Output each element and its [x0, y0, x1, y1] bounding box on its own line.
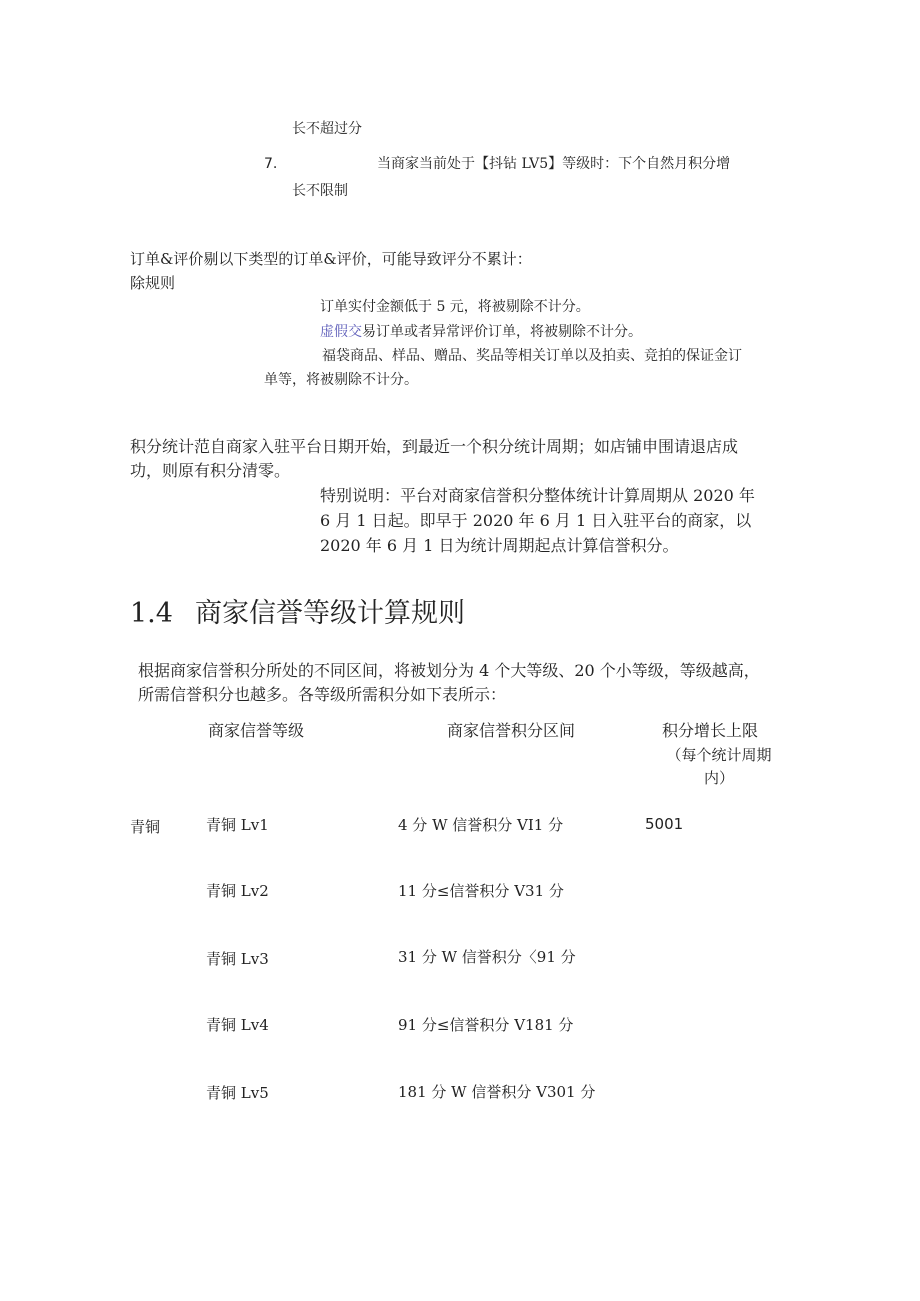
table-cell-limit: 5001 — [645, 815, 684, 833]
list-item-6-continuation: 长不超过分 — [292, 121, 362, 137]
fake-trade-link[interactable]: 虚假交 — [320, 324, 362, 340]
table-cell-range: 91 分≤信誉积分 V181 分 — [398, 1016, 574, 1034]
section-intro-line-2: 所需信誉积分也越多。各等级所需积分如下表所示： — [138, 685, 507, 704]
table-header-limit-sub-2: 内） — [703, 769, 734, 787]
exclusion-rule-3-line-2: 单等，将被剔除不计分。 — [264, 372, 418, 388]
table-cell-level: 青铜 Lv3 — [206, 950, 269, 968]
exclusion-rule-1: 订单实付金额低于 5 元，将被剔除不计分。 — [320, 299, 590, 315]
special-note-line-2: 6 月 1 日起。即早于 2020 年 6 月 1 日入驻平台的商家，以 — [320, 511, 752, 530]
exclusion-rule-2-text: 易订单或者异常评价订单，将被剔除不计分。 — [362, 324, 642, 340]
section-number: 1.4 — [130, 598, 173, 629]
list-number-7: 7. — [264, 156, 278, 172]
table-cell-range: 31 分 W 信誉积分〈91 分 — [398, 948, 576, 966]
scope-line-2: 功，则原有积分清零。 — [130, 461, 291, 480]
special-note-line-1: 特别说明：平台对商家信誉积分整体统计计算周期从 2020 年 — [320, 486, 755, 505]
scope-line-1: 积分统计范自商家入驻平台日期开始，到最近一个积分统计周期；如店铺申围请退店成 — [130, 437, 739, 456]
table-header-limit-sub-1: （每个统计周期 — [666, 746, 772, 764]
exclusion-rule-label: 除规则 — [130, 274, 176, 292]
exclusion-rule-2 — [320, 321, 642, 343]
table-header-range: 商家信誉积分区间 — [447, 721, 576, 740]
table-cell-range: 11 分≤信誉积分 V31 分 — [398, 882, 564, 900]
list-item-7-continuation: 长不限制 — [292, 183, 348, 199]
table-cell-range: 4 分 W 信誉积分 VI1 分 — [398, 816, 564, 834]
section-heading — [130, 597, 465, 631]
special-note-line-3: 2020 年 6 月 1 日为统计周期起点计算信誉积分。 — [320, 536, 679, 555]
table-header-limit: 积分增长上限 — [662, 721, 759, 740]
table-group-bronze: 青铜 — [130, 818, 161, 836]
table-cell-range: 181 分 W 信誉积分 V301 分 — [398, 1083, 596, 1101]
table-cell-level: 青铜 Lv5 — [206, 1084, 269, 1102]
exclusion-rule-3-line-1: 福袋商品、样品、赠品、奖品等相关订单以及拍卖、竞拍的保证金订 — [322, 348, 742, 364]
table-cell-level: 青铜 Lv1 — [206, 816, 269, 834]
section-intro-line-1: 根据商家信誉积分所处的不同区间，将被划分为 4 个大等级、20 个小等级，等级越高， — [138, 661, 760, 680]
exclusion-intro: 订单&评价剔以下类型的订单&评价，可能导致评分不累计： — [130, 250, 532, 268]
section-title: 商家信誉等级计算规则 — [194, 598, 465, 629]
table-header-level: 商家信誉等级 — [208, 721, 305, 740]
list-item-7-text: 当商家当前处于【抖钻 LV5】等级时：下个自然月积分增 — [377, 156, 731, 172]
table-cell-level: 青铜 Lv2 — [206, 882, 269, 900]
table-cell-level: 青铜 Lv4 — [206, 1016, 269, 1034]
